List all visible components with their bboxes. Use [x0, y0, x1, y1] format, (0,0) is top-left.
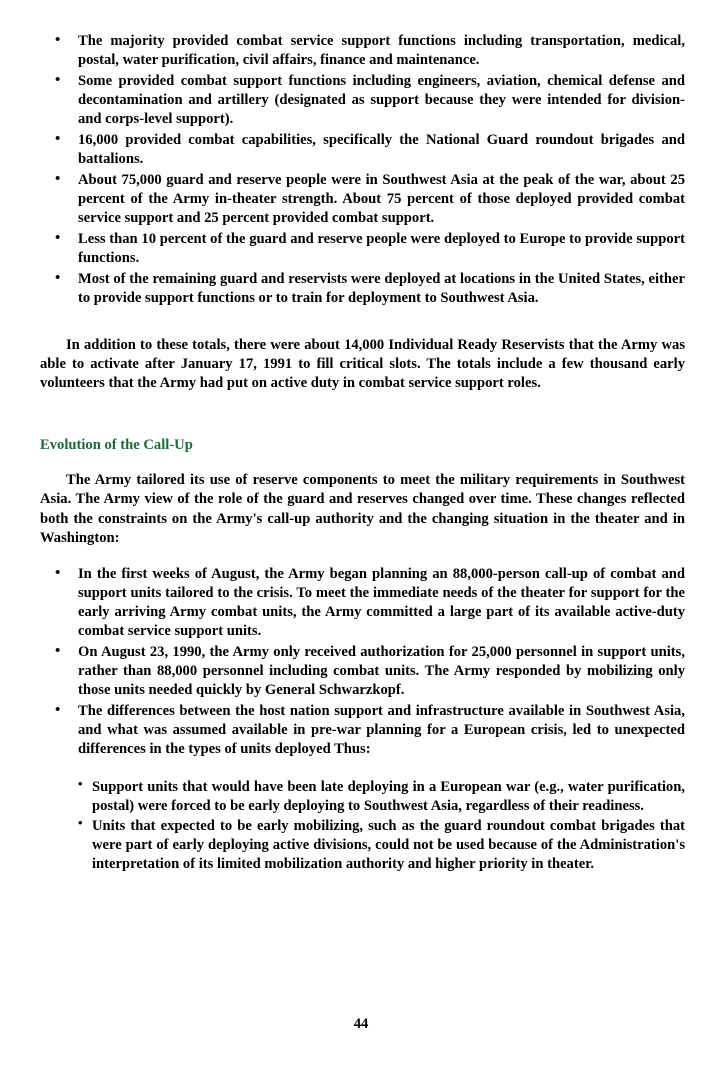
- section-heading: Evolution of the Call-Up: [40, 436, 193, 453]
- list-item: • Most of the remaining guard and reservists were deployed at locations in the United States, either to provide support functions or to train for deployment to Southwest Asia.: [40, 270, 685, 308]
- list-item: • The differences between the host nation support and infrastructure available in Southwest Asia, and what was assumed available in pre-war planning for a European crisis, led to unexpected differences in the types of units deployed Thus:: [40, 702, 685, 759]
- page-number: 44: [353, 1016, 369, 1032]
- page-content: [40, 32, 685, 875]
- list-item: • On August 23, 1990, the Army only received authorization for 25,000 personnel in support units, rather than 88,000 personnel including combat units. The Army responded by mobilizing only those units needed quickly by General Schwarzkopf.: [40, 643, 685, 700]
- spacer: [40, 420, 685, 437]
- spacer: [40, 548, 685, 565]
- spacer: [40, 454, 685, 471]
- list-item: • The majority provided combat service support functions including transportation, medical, postal, water purification, civil affairs, finance and maintenance.: [40, 32, 685, 70]
- list-item: • 16,000 provided combat capabilities, specifically the National Guard roundout brigades and battalions.: [40, 131, 685, 169]
- list-item: • Less than 10 percent of the guard and reserve people were deployed to Europe to provide support functions.: [40, 230, 685, 268]
- list-item: • Units that expected to be early mobilizing, such as the guard roundout combat brigades that were part of early deploying active divisions, could not be used because of the Administration's interpretation of its limited mobilization authority and higher priority in theater.: [62, 817, 685, 874]
- list-item: • In the first weeks of August, the Army began planning an 88,000-person call-up of combat and support units tailored to the crisis. To meet the immediate needs of the theater for support for the early arriving Army combat units, the Army committed a large part of its available active-duty combat service support units.: [40, 565, 685, 641]
- paragraph-intro: The Army tailored its use of reserve components to meet the military requirements in Southwest Asia. The Army view of the role of the guard and reserves changed over time. These changes reflected both the constraints on the Army's call-up authority and the changing situation in the theater and in Washington:: [40, 471, 685, 546]
- bullet-list-top: [40, 32, 685, 308]
- list-item: • Support units that would have been late deploying in a European war (e.g., water purification, postal) were forced to be early deploying to Southwest Asia, regardless of their readiness.: [62, 778, 685, 816]
- paragraph-totals: In addition to these totals, there were about 14,000 Individual Ready Reservists that the Army was able to activate after January 17, 1991 to fill critical slots. The totals include a few thousand early volunteers that the Army had put on active duty in combat service support roles.: [40, 336, 685, 392]
- spacer: [40, 761, 685, 778]
- list-item: • Some provided combat support functions including engineers, aviation, chemical defense and decontamination and artillery (designated as support because they were intended for division- and corps-level support).: [40, 72, 685, 129]
- bullet-list-sub: [62, 778, 685, 874]
- list-item: • About 75,000 guard and reserve people were in Southwest Asia at the peak of the war, about 25 percent of the Army in-theater strength. About 75 percent of those deployed provided combat service support and 25 percent provided combat support.: [40, 171, 685, 228]
- spacer: [40, 394, 685, 420]
- bullet-list-middle: [40, 565, 685, 759]
- spacer: [40, 310, 685, 336]
- sub-bullet-container: [40, 778, 685, 874]
